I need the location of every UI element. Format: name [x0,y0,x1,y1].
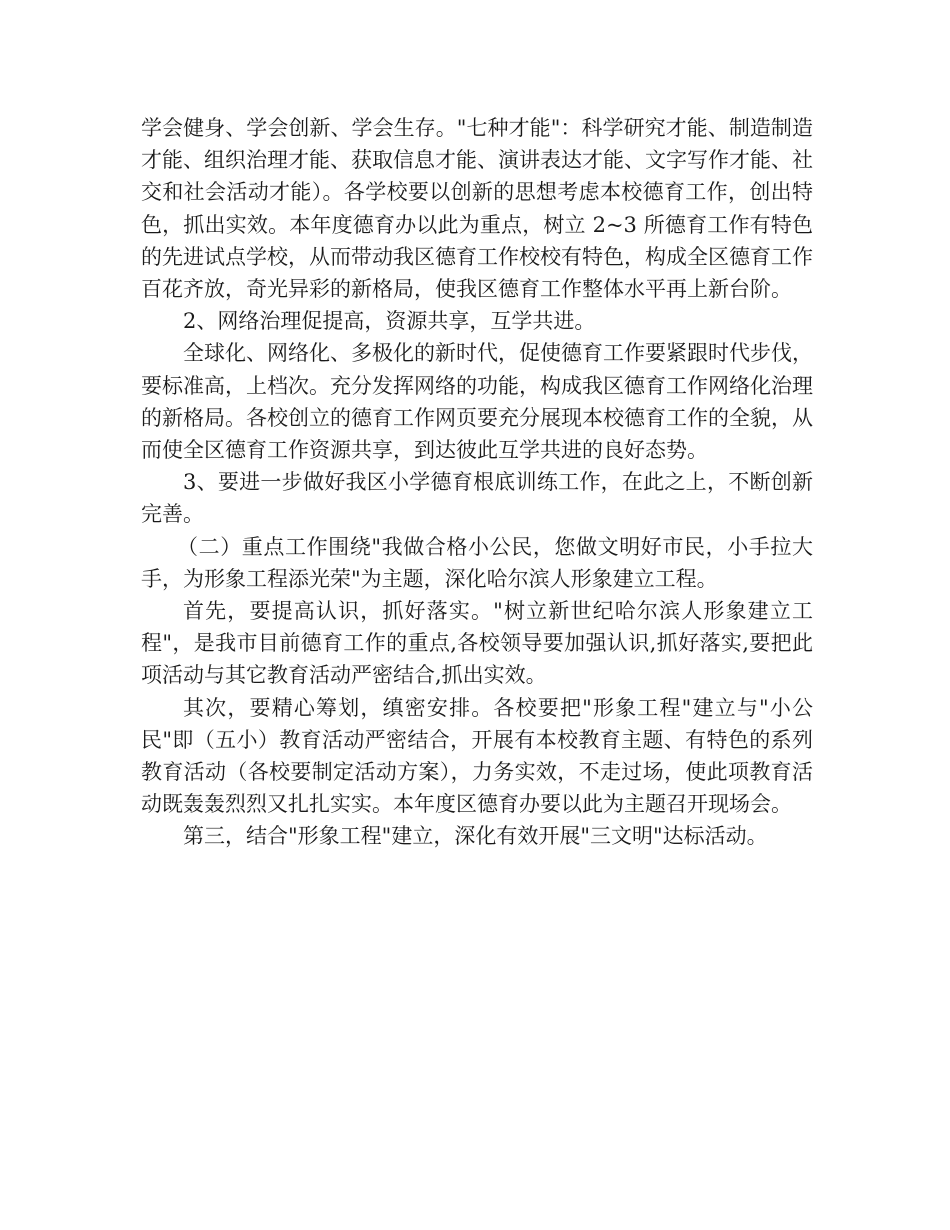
paragraph-intro-continuation: 学会健身、学会创新、学会生存。"七种才能"：科学研究才能、制造制造才能、组织治理才能、获取信息才能、演讲表达才能、文字写作才能、社交和社会活动才能）。各学校要以创新的思想考虑本校德育工作，创出特色，抓出实效。本年度德育办以此为重点，树立 2~3 所德育工作有特色的先进试点学校，从而带动我区德育工作校校有特色，构成全区德育工作百花齐放，奇光异彩的新格局，使我区德育工作整体水平再上新台阶。 [141,116,813,302]
paragraph-section-2-heading: （二）重点工作围绕"我做合格小公民，您做文明好市民，小手拉大手，为形象工程添光荣"为主题，深化哈尔滨人形象建立工程。 [141,534,813,591]
paragraph-item-3: 3、要进一步做好我区小学德育根底训练工作，在此之上，不断创新完善。 [141,470,813,527]
document-page [141,112,813,853]
paragraph-item-2-heading: 2、网络治理促提高，资源共享，互学共进。 [183,309,596,334]
paragraph-third: 第三，结合"形象工程"建立，深化有效开展"三文明"达标活动。 [183,824,768,849]
paragraph-item-2-body: 全球化、网络化、多极化的新时代，促使德育工作要紧跟时代步伐，要标准高，上档次。充分发挥网络的功能，构成我区德育工作网络化治理的新格局。各校创立的德育工作网页要充分展现本校德育工作的全貌，从而使全区德育工作资源共享，到达彼此互学共进的良好态势。 [141,341,813,463]
paragraph-second: 其次，要精心筹划，缜密安排。各校要把"形象工程"建立与"小公民"即（五小）教育活动严密结合，开展有本校教育主题、有特色的系列教育活动（各校要制定活动方案），力务实效，不走过场，使此项教育活动既轰轰烈烈又扎扎实实。本年度区德育办要以此为主题召开现场会。 [141,695,813,817]
paragraph-first: 首先，要提高认识，抓好落实。"树立新世纪哈尔滨人形象建立工程"，是我市目前德育工作的重点,各校领导要加强认识,抓好落实,要把此项活动与其它教育活动严密结合,抓出实效。 [141,599,813,688]
